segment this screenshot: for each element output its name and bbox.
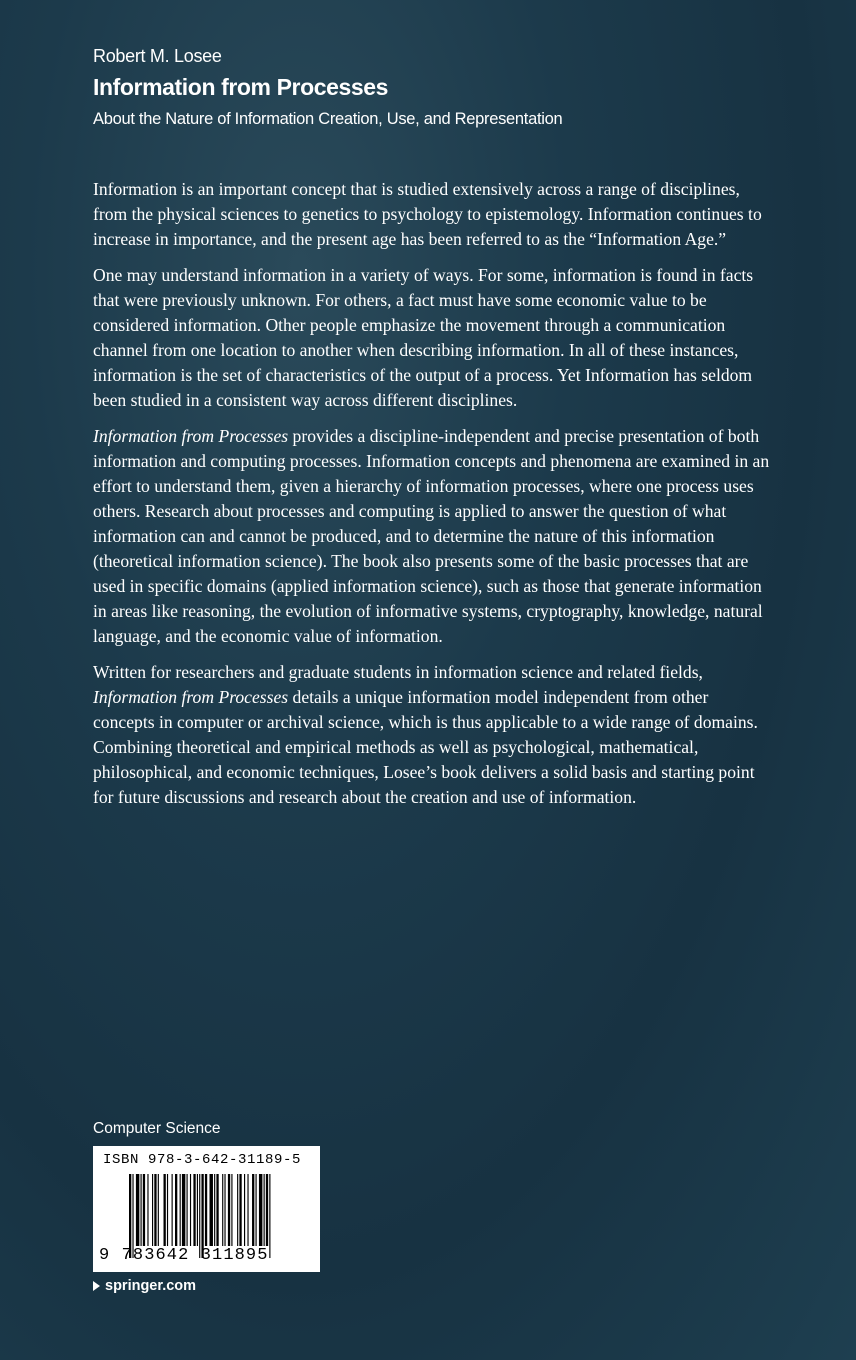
paragraph-4-start: Written for researchers and graduate students in information science and related fields, [93, 662, 703, 682]
author-name: Robert M. Losee [93, 46, 222, 66]
barcode-bar [136, 1174, 139, 1246]
barcode-bar [247, 1174, 248, 1246]
barcode-bar [167, 1174, 168, 1246]
description-paragraph-3 [93, 424, 773, 649]
barcode-bar [193, 1174, 195, 1246]
barcode-bar [228, 1174, 230, 1246]
description-paragraph-2: One may understand information in a variety of ways. For some, information is found in facts that were previously unknown. For others, a fact must have some economic value to be considered information. Other people emphasize the movement through a communication channel from one location to another when describing information. In all of these instances, information is the set of characteristics of the output of a process. Yet Information has seldom been studied in a consistent way across different disciplines. [93, 265, 754, 410]
barcode-bar [154, 1174, 156, 1246]
barcode-bar [158, 1174, 159, 1246]
barcode-bar [190, 1174, 191, 1246]
barcode-bar [141, 1174, 142, 1246]
barcode-bar [187, 1174, 188, 1246]
barcode-bar [152, 1174, 153, 1246]
subject-category: Computer Science [93, 1120, 221, 1137]
paragraph-4-text: details a unique information model independent from other concepts in computer or archival science, which is thus applicable to a wide range of domains. Combining theoretical and empirical methods as well as psychological, mathematical, philosophical, and economic techniques, Losee’s book delivers a solid basis and starting point for future discussions and research about the creation and use of information. [93, 687, 758, 807]
publisher-link-text[interactable]: springer.com [105, 1278, 197, 1294]
barcode-bar [266, 1174, 268, 1246]
barcode-bar [224, 1174, 225, 1246]
barcode-bar [264, 1174, 265, 1246]
barcode-bar [210, 1174, 213, 1246]
description-paragraph-4 [93, 660, 773, 810]
barcode-bar [147, 1174, 148, 1246]
book-title: Information from Processes [93, 74, 389, 100]
barcode-bar [182, 1174, 185, 1246]
barcode-bar [164, 1174, 166, 1246]
barcode-bar [237, 1174, 238, 1246]
barcode-bar [197, 1174, 198, 1246]
barcode-bar [214, 1174, 215, 1246]
book-header [93, 44, 793, 130]
book-subtitle: About the Nature of Information Creation, Use, and Representation [93, 110, 563, 128]
paragraph-3-text: provides a discipline-independent and precise presentation of both information and computing processes. Information concepts and phenomena are examined in an effort to understand them, given a hierarchy of information processes, where one process uses others. Research about processes and computing is applied to answer the question of what information can and cannot be produced, and to determine the nature of this information (theoretical information science). The book also presents some of the basic processes that are used in specific domains (applied information science), such as those that generate information in areas like reasoning, the evolution of informative systems, cryptography, knowledge, natural language, and the economic value of information. [93, 426, 770, 646]
barcode-bar [175, 1174, 177, 1246]
arrow-right-icon [93, 1281, 100, 1291]
book-title-italic: Information from Processes [93, 687, 289, 707]
barcode-bar [172, 1174, 173, 1246]
isbn-barcode [93, 1146, 320, 1272]
barcode-bar [231, 1174, 232, 1246]
barcode-bar [222, 1174, 223, 1246]
barcode-bar [205, 1174, 207, 1246]
book-title-italic: Information from Processes [93, 426, 289, 446]
description-paragraph-1: Information is an important concept that is studied extensively across a range of disciplines, from the physical sciences to genetics to psychology to epistemology. Information continues to increase in importance, and the present age has been referred to as the “Information Age.” [93, 179, 762, 249]
barcode-bar [259, 1174, 262, 1246]
barcode-bar [180, 1174, 181, 1246]
barcode-bar [216, 1174, 218, 1246]
barcode-digits: 9 783642 311895 [99, 1246, 269, 1265]
barcode-bar [244, 1174, 245, 1246]
book-description [93, 177, 773, 821]
publisher-link[interactable] [93, 1276, 196, 1296]
barcode-bar [143, 1174, 145, 1246]
barcode-bar [239, 1174, 241, 1246]
barcode-bar [256, 1174, 257, 1246]
barcode-bar [252, 1174, 254, 1246]
isbn-label: ISBN 978-3-642-31189-5 [103, 1152, 302, 1168]
